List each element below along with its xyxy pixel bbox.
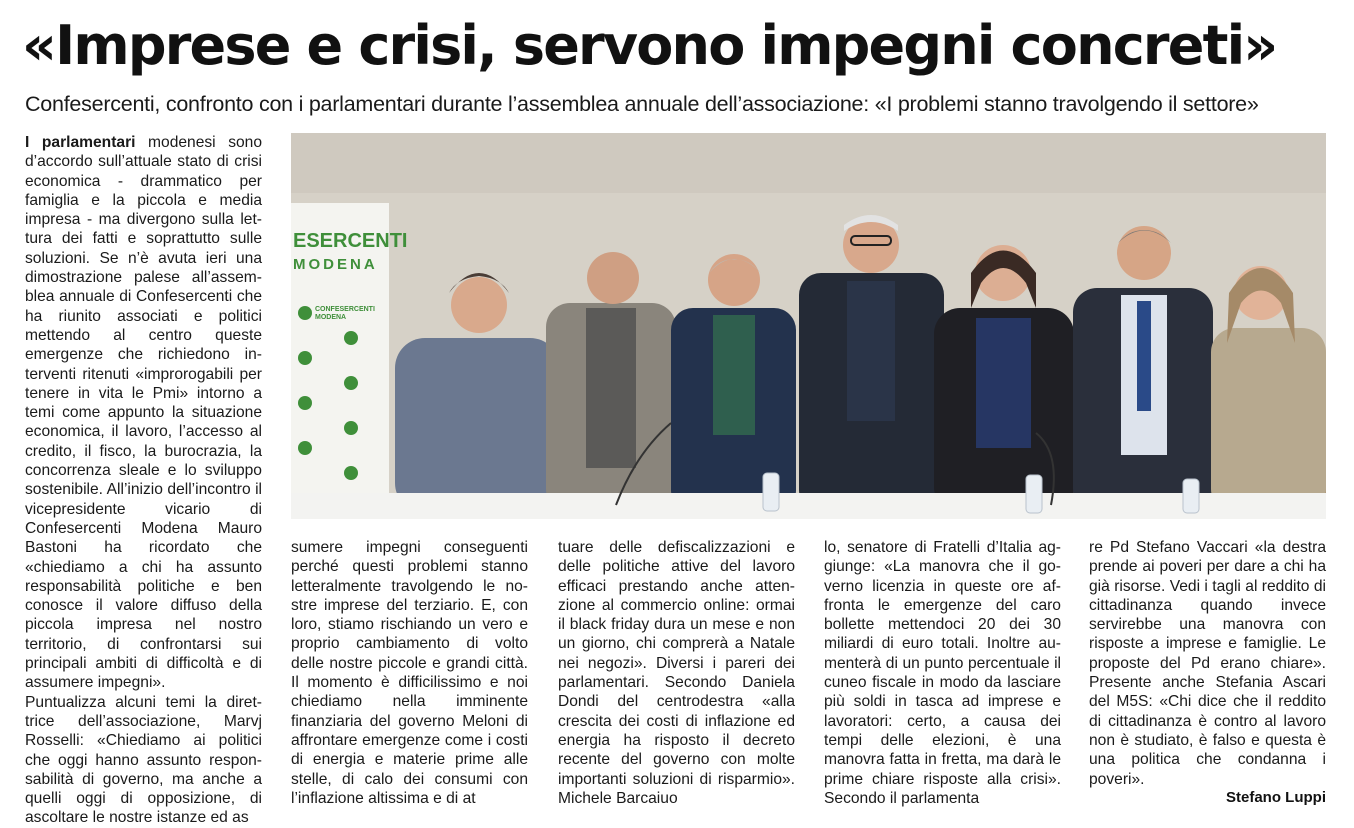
article-column-1 bbox=[25, 133, 262, 828]
article-column-2 bbox=[291, 538, 528, 808]
column-4-text: lo, senatore di Fratelli d’Italia aggiunge: «La manovra che il governo licenzia in queste ore affronta le emergenze del caro bollette mettendoci 20 dei 30 miliardi di euro totali. Inoltre aumenterà di un punto percentuale il cuneo fiscale in modo da lasciare più soldi in tasca ad imprese e lavoratori: certo, a causa dei tempi delle elezioni, è una manovra fatta in fretta, ma darà le prime chiare risposte alla crisi». Secondo il parlamenta bbox=[824, 539, 1061, 807]
table bbox=[291, 493, 1326, 519]
group-photo-illustration bbox=[291, 133, 1326, 519]
paragraph-1 bbox=[25, 133, 262, 693]
banner-logo-sub: MODENA bbox=[315, 314, 347, 321]
paragraph-2: Puntualizza alcuni temi la direttrice dell’associazione, Marvj Rosselli: «Chiediamo ai politici che oggi hanno assunto responsabilità di governo, ma anche a quelli oggi di opposizione, di ascoltare le nostre istanze ed as bbox=[25, 693, 262, 827]
lead-words: I parlamentari bbox=[25, 134, 136, 151]
article-column-3 bbox=[558, 538, 795, 808]
banner-text-1: ESERCENTI bbox=[293, 230, 408, 252]
column-5-text: re Pd Stefano Vaccari «la destra prende ai poveri per dare a chi ha già risorse. Vedi i tagli al reddito di cittadinanza quando invece servirebbe una manovra con risposte a imprese e famiglie. Le proposte del Pd erano chiare». Presente anche Stefania Ascari del M5S: «Chi dice che il reddito di cittadinanza è contro al lavoro non è studiato, è falso e questa è una politica che condanna i poveri». bbox=[1089, 539, 1326, 788]
column-2-text: sumere impegni conseguenti perché questi problemi stanno letteralmente travolgendo le nostre imprese del terziario. E, con loro, stiamo rischiando un vero e proprio cambiamento di volto delle nostre piccole e grandi città. Il momento è difficilissimo e noi chiediamo nella imminente finanziaria del governo Meloni di affrontare emergenze come i costi di energia e materie prime alle stelle, di calo dei consumi con l’inflazione altissima e di at bbox=[291, 539, 528, 807]
column-3-text: tuare delle defiscalizzazioni e delle politiche attive del lavoro efficaci prestando anche attenzione al commercio online: ormai il black friday dura un mese e non un giorno, chi comprerà a Natale nei negozi». Diversi i pareri dei parlamentari. Secondo Daniela Dondi del centrodestra «alla crescita dei costi di inflazione ed energia ha risposto il decreto recente del governo con molte importanti soluzioni di risparmio». Michele Barcaiuo bbox=[558, 539, 795, 807]
banner-logo-text: CONFESERCENTI bbox=[315, 306, 375, 313]
headline: «Imprese e crisi, servono impegni concreti» bbox=[22, 14, 1277, 77]
paragraph-1-body: modenesi sono d’accordo sull’attuale stato di crisi economica - drammatico per famiglia e la piccola e media impresa - ma divergono sulla lettura dei fatti e soprattutto sulle soluzioni. Se n’è avuta ieri una dimostrazione palese all’assemblea annuale di Confesercenti che ha riunito associati e politici mettendo al centro queste emergenze che richiedono interventi ritenuti «improrogabili per tenere in vita le Pmi» intorno a temi come appunto la situazione economica, il lavoro, l’accesso al credito, il fisco, la burocrazia, la concorrenza sleale e lo sviluppo sostenibile. All’inizio dell’incontro il vicepresidente vicario di Confesercenti Modena Mauro Bastoni ha ricordato che «chiediamo a chi ha assunto responsabilità politiche e ben conosce il valore diffuso della piccola impresa nel nostro territorio, di confrontarsi sui principali ambiti di difficoltà e di assumere impegni». bbox=[25, 134, 263, 692]
banner-text-2: MODENA bbox=[293, 256, 378, 273]
byline: Stefano Luppi bbox=[1226, 789, 1326, 806]
article-column-5 bbox=[1089, 538, 1326, 789]
article-column-4 bbox=[824, 538, 1061, 808]
subheadline: Confesercenti, confronto con i parlamentari durante l’assemblea annuale dell’associazione: «I problemi stanno travolgendo il settore» bbox=[25, 92, 1259, 116]
article-photo bbox=[291, 133, 1326, 519]
